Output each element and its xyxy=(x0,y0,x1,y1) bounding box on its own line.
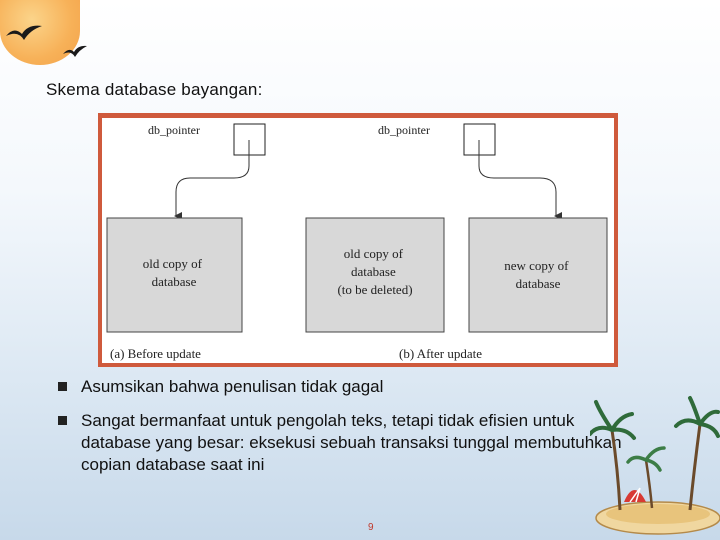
square-bullet-icon xyxy=(58,416,67,425)
list-item xyxy=(58,410,628,476)
bird-icon xyxy=(4,22,44,44)
shadow-database-figure xyxy=(98,113,618,367)
old-copy-database-text: old copy of database xyxy=(142,256,202,289)
bird-icon xyxy=(62,44,88,60)
page-number: 9 xyxy=(368,522,374,533)
palm-island-illustration xyxy=(590,390,720,540)
shadow-paging-diagram xyxy=(102,118,614,363)
list-item xyxy=(58,376,628,398)
bullet-text: Sangat bermanfaat untuk pengolah teks, tetapi tidak efisien untuk database yang besar: eksekusi sebuah transaksi tunggal membutuhkan copian database saat ini xyxy=(81,411,622,474)
caption-before-update: (a) Before update xyxy=(110,346,201,361)
slide-title: Skema database bayangan: xyxy=(46,80,263,99)
square-bullet-icon xyxy=(58,382,67,391)
left-pointer-label: db_pointer xyxy=(148,123,200,137)
bullet-list xyxy=(58,376,628,488)
new-copy-database-text: new copy of database xyxy=(504,258,569,291)
bullet-text: Asumsikan bahwa penulisan tidak gagal xyxy=(81,377,384,396)
old-copy-to-be-deleted-text: old copy of database (to be deleted) xyxy=(337,246,413,297)
right-pointer-label: db_pointer xyxy=(378,123,430,137)
caption-after-update: (b) After update xyxy=(399,346,483,361)
new-copy-database-box xyxy=(469,218,607,332)
